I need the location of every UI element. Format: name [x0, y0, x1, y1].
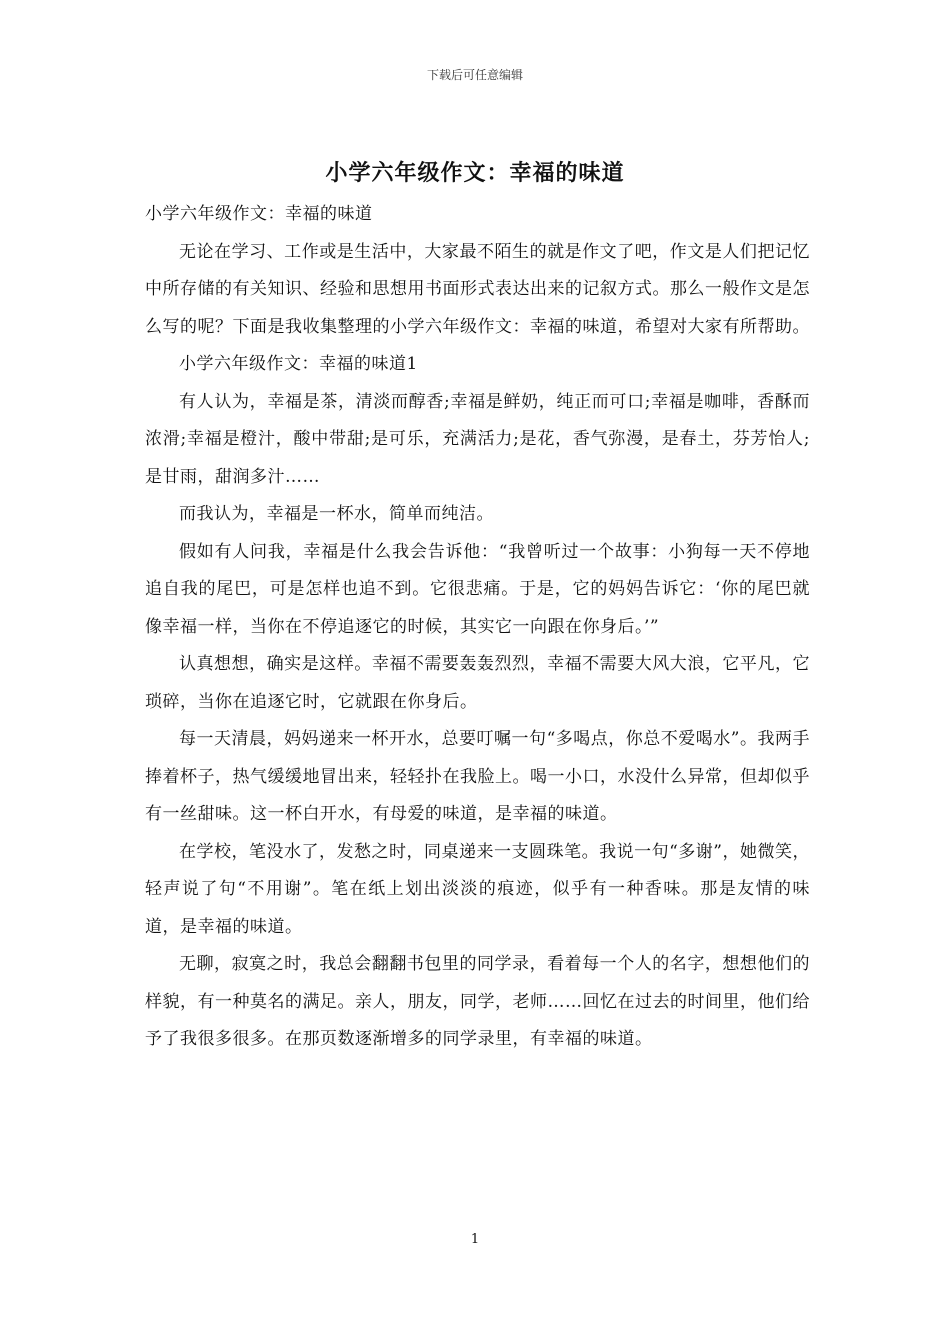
document-subtitle: 小学六年级作文：幸福的味道 [145, 204, 373, 224]
paragraph: 认真想想，确实是这样。幸福不需要轰轰烈烈，幸福不需要大风大浪，它平凡，它琐碎，当你在追逐它时，它就跟在你身后。 [145, 654, 810, 712]
paragraph: 在学校，笔没水了，发愁之时，同桌递来一支圆珠笔。我说一句“多谢”，她微笑，轻声说了句“不用谢”。笔在纸上划出淡淡的痕迹，似乎有一种香味。那是友情的味道，是幸福的味道。 [145, 841, 810, 937]
paragraph: 假如有人问我，幸福是什么我会告诉他：“我曾听过一个故事：小狗每一天不停地追自我的尾巴，可是怎样也追不到。它很悲痛。于是，它的妈妈告诉它：‘你的尾巴就像幸福一样，当你在不停追逐它的时候，其实它一向跟在你身后。’” [145, 541, 810, 637]
document-body [145, 196, 810, 1059]
section-heading: 小学六年级作文：幸福的味道1 [179, 354, 418, 374]
page-header: 下载后可任意编辑 [426, 68, 523, 82]
page-title: 小学六年级作文：幸福的味道 [325, 160, 625, 186]
paragraph: 而我认为，幸福是一杯水，简单而纯洁。 [179, 504, 494, 524]
paragraph: 无聊，寂寞之时，我总会翻翻书包里的同学录，看着每一个人的名字，想想他们的样貌，有一种莫名的满足。亲人，朋友，同学，老师……回忆在过去的时间里，他们给予了我很多很多。在那页数逐渐增多的同学录里，有幸福的味道。 [145, 954, 810, 1049]
paragraph: 有人认为，幸福是茶，清淡而醇香;幸福是鲜奶，纯正而可口;幸福是咖啡，香酥而浓滑;幸福是橙汁，酸中带甜;是可乐，充满活力;是花，香气弥漫，是春土，芬芳怡人;是甘雨，甜润多汁…… [145, 391, 810, 487]
paragraph: 每一天清晨，妈妈递来一杯开水，总要叮嘱一句“多喝点，你总不爱喝水”。我两手捧着杯子，热气缓缓地冒出来，轻轻扑在我脸上。喝一小口，水没什么异常，但却似乎有一丝甜味。这一杯白开水，有母爱的味道，是幸福的味道。 [145, 729, 810, 824]
paragraph: 无论在学习、工作或是生活中，大家最不陌生的就是作文了吧，作文是人们把记忆中所存储的有关知识、经验和思想用书面形式表达出来的记叙方式。那么一般作文是怎么写的呢？下面是我收集整理的小学六年级作文：幸福的味道，希望对大家有所帮助。 [145, 241, 810, 337]
page-number: 1 [470, 1232, 480, 1247]
